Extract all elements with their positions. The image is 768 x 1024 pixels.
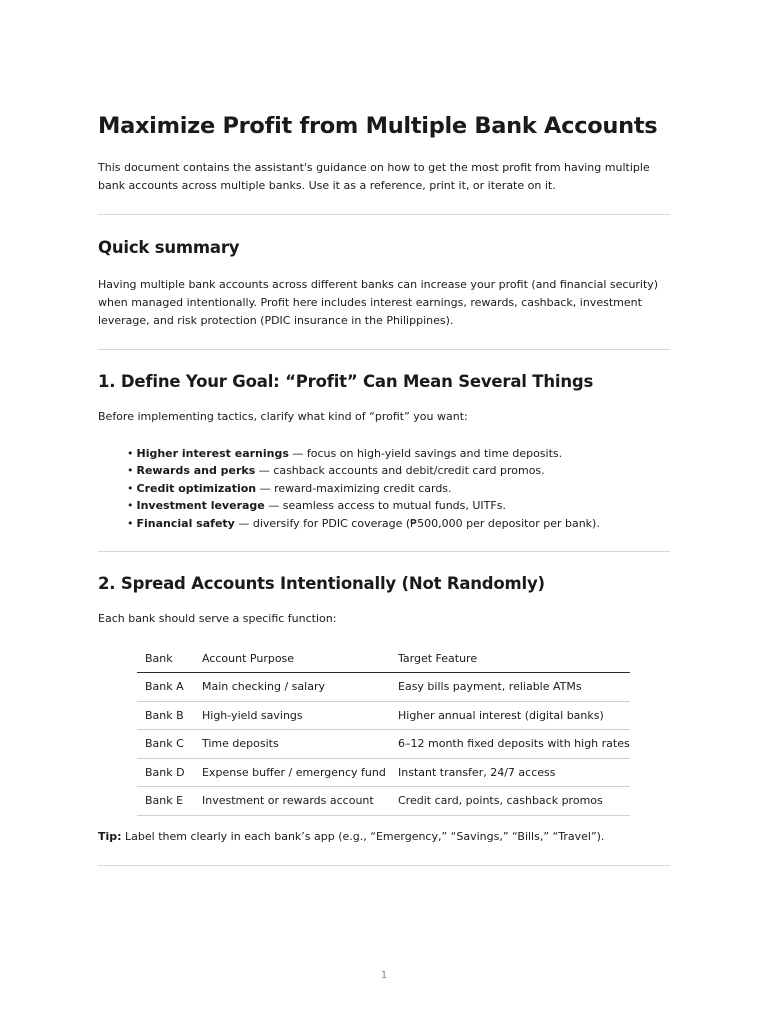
table-row — [137, 701, 630, 730]
goal-label: Credit optimization — [136, 481, 257, 495]
section1-lead: Before implementing tactics, clarify what kind of “profit” you want: — [98, 410, 468, 423]
goal-list-item — [127, 445, 670, 462]
tip-note — [98, 828, 670, 846]
goal-text: — focus on high-yield savings and time deposits. — [288, 447, 563, 460]
table-cell: Higher annual interest (digital banks) — [390, 701, 630, 730]
bullet-icon: • — [127, 516, 134, 530]
document-page — [98, 108, 670, 866]
table-cell: Easy bills payment, reliable ATMs — [390, 673, 630, 702]
table-cell: Credit card, points, cashback promos — [390, 787, 630, 816]
table-header-cell: Target Feature — [390, 644, 630, 673]
table-row — [137, 673, 630, 702]
bullet-icon: • — [127, 499, 134, 513]
table-cell: Instant transfer, 24/7 access — [390, 758, 630, 787]
goal-label: Financial safety — [136, 516, 235, 530]
bank-function-table — [137, 644, 630, 816]
bullet-icon: • — [127, 481, 134, 495]
table-row — [137, 787, 630, 816]
table-cell: Bank A — [137, 673, 194, 702]
goal-list-item — [127, 497, 670, 514]
table-cell: Bank D — [137, 758, 194, 787]
goal-list — [98, 445, 670, 532]
section1-heading: 1. Define Your Goal: “Profit” Can Mean Several Things — [98, 372, 594, 391]
table-cell: Time deposits — [194, 730, 390, 759]
section-divider — [98, 349, 670, 350]
goal-list-item — [127, 515, 670, 532]
page-number: 1 — [380, 970, 388, 981]
goal-text: — reward-maximizing credit cards. — [256, 481, 452, 495]
table-cell: Bank E — [137, 787, 194, 816]
goal-label: Investment leverage — [136, 499, 265, 513]
goal-list-item — [127, 480, 670, 497]
table-cell: Expense buffer / emergency fund — [194, 758, 390, 787]
section-divider — [98, 865, 670, 866]
goal-text: — cashback accounts and debit/credit card promos. — [255, 464, 545, 478]
table-row — [137, 730, 630, 759]
table-cell: High-yield savings — [194, 701, 390, 730]
document-title: Maximize Profit from Multiple Bank Accounts — [98, 113, 658, 139]
table-row — [137, 758, 630, 787]
table-cell: Bank C — [137, 730, 194, 759]
goal-label: Higher interest earnings — [136, 447, 289, 460]
bullet-icon: • — [127, 464, 134, 478]
summary-heading: Quick summary — [98, 238, 240, 257]
goal-text: — seamless access to mutual funds, UITFs. — [264, 499, 506, 513]
section-divider — [98, 551, 670, 552]
goal-list-item — [127, 462, 670, 479]
table-header-cell: Account Purpose — [194, 644, 390, 673]
section-divider — [98, 214, 670, 215]
summary-text: Having multiple bank accounts across different banks can increase your profit (and financial security) when managed intentionally. Profit here includes interest earnings, rewards, cashback, investment leverage, and risk protection (PDIC insurance in the Philippines). — [98, 278, 659, 327]
table-cell: Bank B — [137, 701, 194, 730]
tip-text: Label them clearly in each bank’s app (e.g., “Emergency,” “Savings,” “Bills,” “Travel”). — [121, 829, 605, 843]
tip-label: Tip: — [98, 829, 122, 843]
section2-heading: 2. Spread Accounts Intentionally (Not Randomly) — [98, 574, 545, 594]
table-header-cell: Bank — [137, 644, 194, 673]
goal-text: — diversify for PDIC coverage (₱500,000 per depositor per bank). — [234, 516, 600, 530]
table-cell: Main checking / salary — [194, 673, 390, 702]
section2-lead: Each bank should serve a specific function: — [98, 612, 337, 626]
document-intro: This document contains the assistant's guidance on how to get the most profit from having multiple bank accounts across multiple banks. Use it as a reference, print it, or iterate on it. — [98, 161, 650, 192]
table-cell: 6–12 month fixed deposits with high rates — [390, 730, 630, 759]
goal-label: Rewards and perks — [136, 464, 256, 478]
bullet-icon: • — [127, 447, 134, 460]
table-cell: Investment or rewards account — [194, 787, 390, 816]
table-header-row — [137, 644, 630, 673]
